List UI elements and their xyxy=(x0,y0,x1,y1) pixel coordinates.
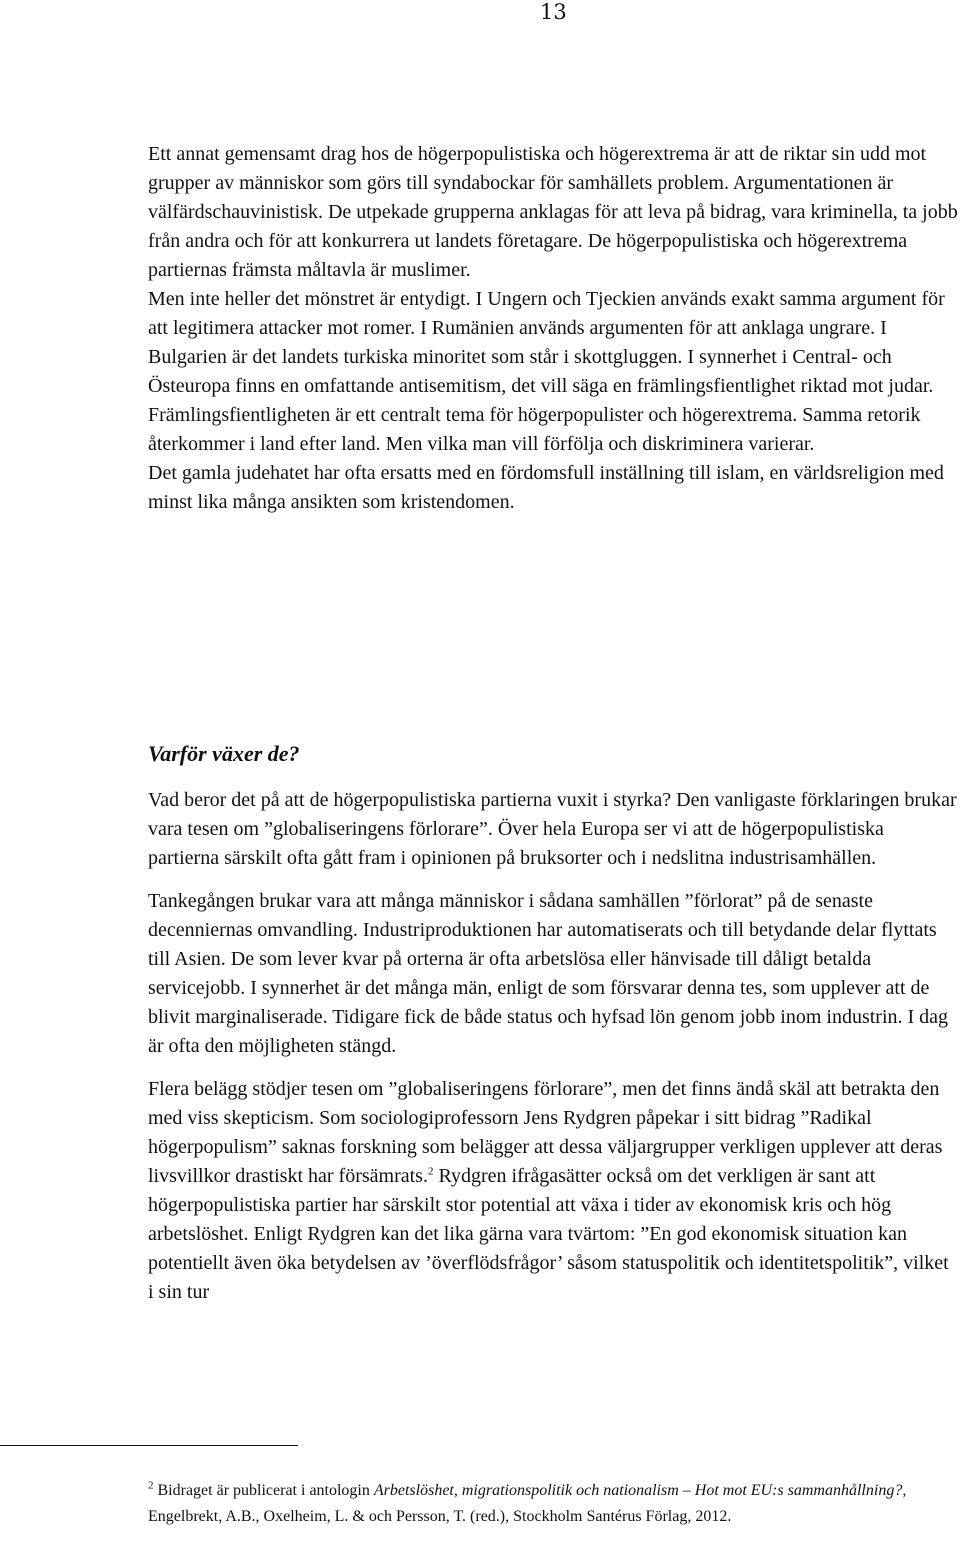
paragraph: Men inte heller det mönstret är entydigt. I Ungern och Tjeckien används exakt samma argument för att legitimera attacker mot romer. I Rumänien används argumenten för att anklaga ungrare. I Bulgarien är det landets turkiska minoritet som står i skottgluggen. I synnerhet i Central- och Östeuropa finns en omfattande antisemitism, det vill säga en främlingsfientlighet riktad mot judar. Främlingsfientligheten är ett centralt tema för högerpopulister och högerextrema. Samma retorik återkommer i land efter land. Men vilka man vill förfölja och diskriminera varierar. xyxy=(148,288,945,455)
footnote xyxy=(148,1478,948,1530)
footnote-title: Arbetslöshet, migrationspolitik och nationalism – Hot mot EU:s sammanhållning?, xyxy=(373,1482,907,1499)
footnote-text: Bidraget är publicerat i antologin xyxy=(153,1482,374,1499)
footnote-reference: 2 xyxy=(427,1165,434,1178)
paragraph-text: Rydgren ifrågasätter också om det verkligen är sant att högerpopulistiska partier har särskilt stor potential att växa i tider av ekonomisk kris och hög arbetslöshet. Enligt Rydgren kan det lika gärna vara tvärtom: ”En god ekonomisk situation kan potentiellt även öka betydelsen av ’överflödsfrågor’ såsom statuspolitik och identitetspolitik”, vilket i sin tur xyxy=(148,1165,949,1303)
paragraph: Det gamla judehatet har ofta ersatts med en fördomsfull inställning till islam, en världsreligion med minst lika många ansikten som kristendomen. xyxy=(148,462,944,513)
footnote-divider xyxy=(0,1445,298,1446)
footnote-text: Engelbrekt, A.B., Oxelheim, L. & och Persson, T. (red.), Stockholm Santérus Förlag, 2012. xyxy=(148,1508,732,1525)
section-heading: Varför växer de? xyxy=(148,741,300,766)
section-body xyxy=(148,786,958,1321)
paragraph: Vad beror det på att de högerpopulistiska partierna vuxit i styrka? Den vanligaste förklaringen brukar vara tesen om ”globaliseringens förlorare”. Över hela Europa ser vi att de högerpopulistiska partierna särskilt ofta gått fram i opinionen på bruksorter och i nedslitna industrisamhällen. xyxy=(148,789,957,869)
footnote-marker: 2 xyxy=(148,1479,154,1492)
paragraph: Ett annat gemensamt drag hos de högerpopulistiska och högerextrema är att de riktar sin udd mot grupper av människor som görs till syndabockar för samhällets problem. Argumentationen är välfärdschauvinistisk. De utpekade grupperna anklagas för att leva på bidrag, vara kriminella, ta jobb från andra och för att konkurrera ut landets företagare. De högerpopulistiska och högerextrema partiernas främsta måltavla är muslimer. xyxy=(148,143,958,281)
page-number: 13 xyxy=(540,0,567,24)
intro-text xyxy=(148,140,958,517)
paragraph xyxy=(148,1075,958,1307)
paragraph-text: Flera belägg stödjer tesen om ”globaliseringens förlorare”, men det finns ändå skäl att betrakta den med viss skepticism. Som sociologiprofessorn Jens Rydgren påpekar i sitt bidrag ”Radikal högerpopulism” saknas forskning som belägger att dessa väljargrupper verkligen upplever att deras livsvillkor drastiskt har försämrats. xyxy=(148,1078,943,1187)
paragraph: Tankegången brukar vara att många människor i sådana samhällen ”förlorat” på de senaste decenniernas omvandling. Industriproduktionen har automatiserats och till betydande delar flyttats till Asien. De som lever kvar på orterna är ofta arbetslösa eller hänvisade till dåligt betalda servicejobb. I synnerhet är det många män, enligt de som försvarar denna tes, som upplever att de blivit marginaliserade. Tidigare fick de både status och hyfsad lön genom jobb inom industrin. I dag är ofta den möjligheten stängd. xyxy=(148,890,949,1057)
